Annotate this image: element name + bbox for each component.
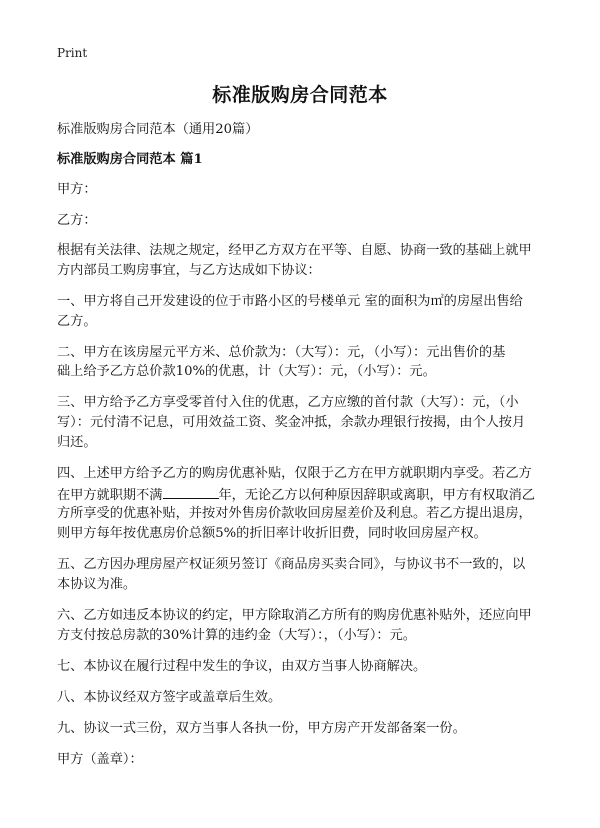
clause-2-line-1: 二、甲方在该房屋元平方米、总价款为：（大写）：元，（小写）：元出售价的基: [57, 345, 506, 360]
document-subtitle: 标准版购房合同范本（通用20篇）: [57, 122, 259, 137]
fill-in-blank: [163, 484, 219, 499]
intro-line-1: 根据有关法律、法规之规定，经甲乙方双方在平等、自愿、协商一致的基础上就甲: [57, 243, 532, 258]
clause-1-line-1: 一、甲方将自己开发建设的位于市路小区的号楼单元 室的面积为㎡的房屋出售给: [57, 294, 523, 309]
clause-4-line-2: [57, 484, 535, 506]
party-a-seal-label: 甲方（盖章）：: [57, 752, 143, 767]
party-a-label: 甲方：: [57, 182, 97, 197]
print-link[interactable]: Print: [57, 46, 88, 60]
clause-4-text-after-blank: 年，无论乙方以何种原因辞职或离职，甲方有权取消乙: [218, 488, 535, 503]
clause-9: 九、协议一式三份，双方当事人各执一份，甲方房产开发部备案一份。: [57, 721, 466, 736]
intro-line-2: 方内部员工购房事宜，与乙方达成如下协议：: [57, 263, 321, 278]
clause-4-text-before-blank: 在甲方就职期不满: [57, 488, 163, 503]
clause-3-line-3: 归还。: [57, 435, 97, 450]
clause-8: 八、本协议经双方签字或盖章后生效。: [57, 690, 282, 705]
clause-7: 七、本协议在履行过程中发生的争议，由双方当事人协商解决。: [57, 659, 427, 674]
clause-5-line-2: 本协议为准。: [57, 577, 137, 592]
clause-6-line-1: 六、乙方如违反本协议的约定，甲方除取消乙方所有的购房优惠补贴外，还应向甲: [57, 608, 532, 623]
section-heading: 标准版购房合同范本 篇1: [57, 152, 203, 167]
clause-4-line-4: 则甲方每年按优惠房价总额5%的折旧率计收折旧费，同时收回房屋产权。: [57, 526, 487, 541]
clause-3-line-1: 三、甲方给予乙方享受零首付入住的优惠，乙方应缴的首付款（大写）：元，（小: [57, 395, 519, 410]
clause-4-line-1: 四、上述甲方给予乙方的购房优惠补贴，仅限于乙方在甲方就职期内享受。若乙方: [57, 466, 532, 481]
document-title: 标准版购房合同范本: [212, 84, 388, 106]
clause-5-line-1: 五、乙方因办理房屋产权证须另签订《商品房买卖合同》，与协议书不一致的，以: [57, 557, 526, 572]
clause-4-line-3: 方所享受的优惠补贴，并按对外售房价款收回房屋差价及利息。若乙方提出退房，: [57, 506, 532, 521]
clause-6-line-2: 方支付按总房款的30%计算的违约金（大写）：，（小写）：元。: [57, 628, 416, 643]
party-b-label: 乙方：: [57, 213, 97, 228]
clause-2-line-2: 础上给予乙方总价款10%的优惠，计（大写）：元，（小写）：元。: [57, 364, 436, 379]
clause-3-line-2: 写）：元付清不记息，可用效益工资、奖金冲抵，余款办理银行按揭，由个人按月: [57, 415, 526, 430]
clause-1-line-2: 乙方。: [57, 314, 97, 329]
